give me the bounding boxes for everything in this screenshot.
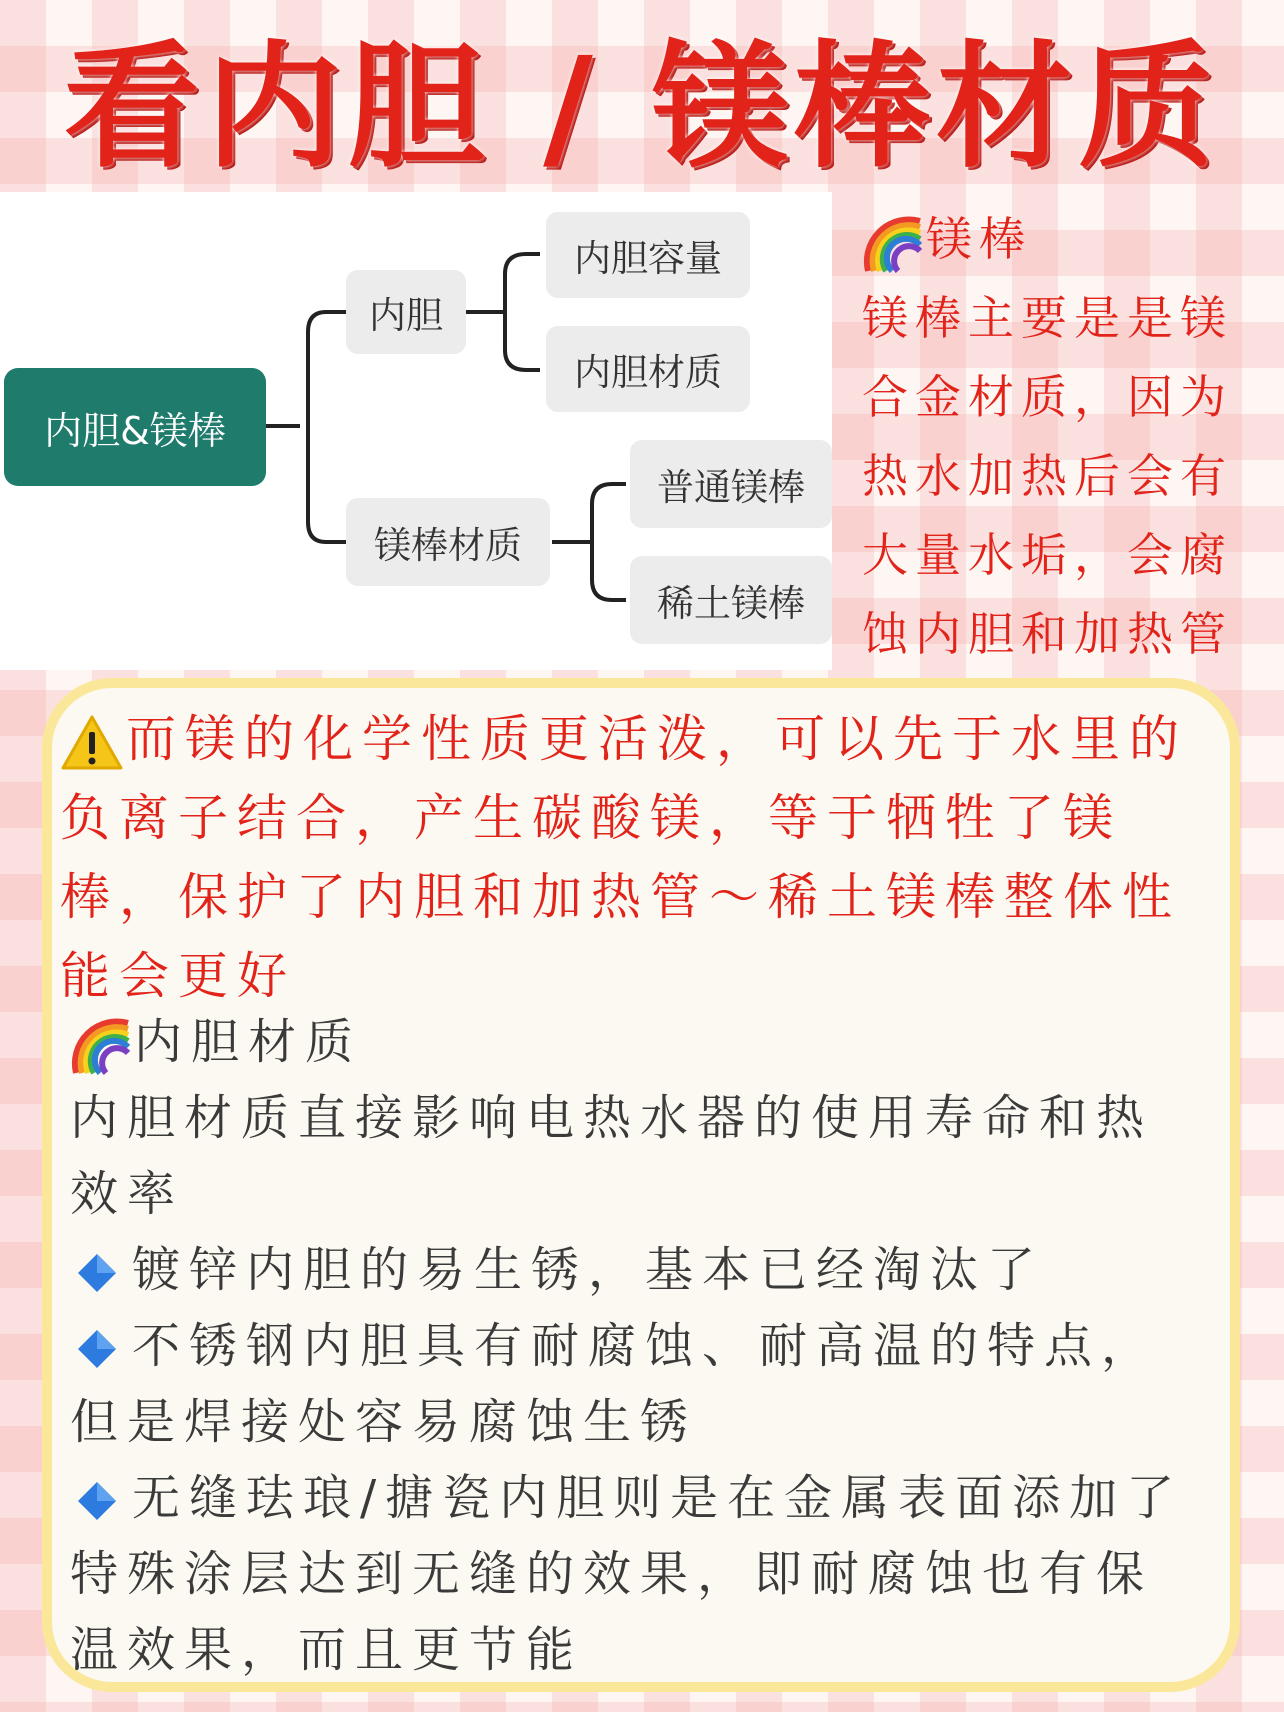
blue-diamond-icon — [76, 1480, 118, 1522]
page-title: 看内胆 / 镁棒材质 — [63, 29, 1221, 187]
liner-point-line: 特殊涂层达到无缝的效果，即耐腐蚀也有保 — [70, 1546, 1154, 1602]
side-note-line: 蚀内胆和加热管 — [862, 607, 1233, 661]
side-note-line: 大量水垢，会腐 — [862, 528, 1233, 582]
mindmap-node-rare-earth-rod: 稀土镁棒 — [630, 556, 832, 644]
mindmap-node-liner: 内胆 — [346, 270, 466, 354]
liner-point: 镀锌内胆的易生锈，基本已经淘汰了 — [70, 1232, 1240, 1308]
warning-paragraph — [60, 700, 1230, 1016]
mindmap-node-rod-material: 镁棒材质 — [346, 498, 550, 586]
blue-diamond-icon — [76, 1252, 118, 1294]
liner-point: 无缝珐琅/搪瓷内胆则是在金属表面添加了 — [70, 1460, 1240, 1536]
liner-intro-line: 内胆材质直接影响电热水器的使用寿命和热 — [70, 1090, 1154, 1146]
warning-line: 棒，保护了内胆和加热管～稀土镁棒整体性 — [60, 868, 1181, 926]
liner-section — [70, 1004, 1240, 1688]
mindmap-node-normal-rod: 普通镁棒 — [630, 440, 832, 528]
rainbow-icon — [70, 1015, 130, 1075]
side-note-line: 镁棒主要是是镁 — [862, 291, 1233, 345]
side-note-heading: 镁棒 — [926, 212, 1032, 266]
mindmap-node-liner-capacity: 内胆容量 — [546, 212, 750, 298]
liner-heading-row — [70, 1004, 1240, 1080]
rainbow-icon — [862, 213, 922, 273]
warning-line: 负离子结合，产生碳酸镁，等于牺牲了镁 — [60, 789, 1122, 847]
mindmap-node-liner-material: 内胆材质 — [546, 326, 750, 412]
liner-point-line: 温效果，而且更节能 — [70, 1622, 584, 1678]
side-note-line: 合金材质，因为 — [862, 370, 1233, 424]
warning-icon — [60, 714, 124, 772]
liner-point-line: 但是焊接处容易腐蚀生锈 — [70, 1394, 698, 1450]
liner-heading: 内胆材质 — [134, 1014, 363, 1070]
blue-diamond-icon — [76, 1328, 118, 1370]
side-note-heading-row — [862, 200, 1282, 279]
side-note-line: 热水加热后会有 — [862, 449, 1233, 503]
mindmap-root-node: 内胆&镁棒 — [4, 368, 266, 486]
liner-intro-line: 效率 — [70, 1166, 185, 1222]
warning-line: 能会更好 — [60, 947, 296, 1005]
warning-line: 而镁的化学性质更活泼，可以先于水里的 — [60, 700, 1230, 779]
liner-point: 不锈钢内胆具有耐腐蚀、耐高温的特点， — [70, 1308, 1240, 1384]
side-note — [862, 200, 1282, 674]
mindmap — [0, 192, 832, 670]
